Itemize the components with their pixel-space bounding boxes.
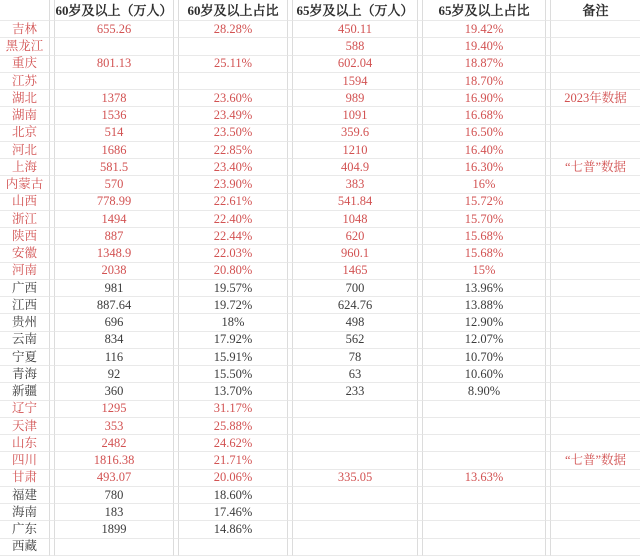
cell-note bbox=[551, 38, 640, 55]
cell-province: 江西 bbox=[0, 297, 50, 314]
cell-65plus-count: 624.76 bbox=[293, 297, 418, 314]
cell-province: 江苏 bbox=[0, 73, 50, 90]
cell-60plus-count: 1348.9 bbox=[55, 245, 174, 262]
cell-65plus-count: 620 bbox=[293, 228, 418, 245]
cell-province: 天津 bbox=[0, 418, 50, 435]
table-row bbox=[0, 245, 640, 262]
table-row bbox=[0, 56, 640, 73]
table-row bbox=[0, 297, 640, 314]
cell-65plus-share: 15% bbox=[423, 263, 546, 280]
cell-note bbox=[551, 176, 640, 193]
cell-60plus-share: 25.11% bbox=[179, 56, 288, 73]
cell-65plus-count: 498 bbox=[293, 314, 418, 331]
table-row bbox=[0, 194, 640, 211]
cell-note bbox=[551, 401, 640, 418]
cell-65plus-count: 541.84 bbox=[293, 194, 418, 211]
cell-65plus-count: 1048 bbox=[293, 211, 418, 228]
cell-60plus-count: 360 bbox=[55, 383, 174, 400]
cell-60plus-count: 1378 bbox=[55, 90, 174, 107]
table-row bbox=[0, 263, 640, 280]
cell-60plus-share: 17.46% bbox=[179, 504, 288, 521]
header-65plus-share: 65岁及以上占比 bbox=[423, 0, 546, 21]
cell-60plus-count: 116 bbox=[55, 349, 174, 366]
cell-note bbox=[551, 366, 640, 383]
cell-60plus-share: 28.28% bbox=[179, 21, 288, 38]
cell-province: 云南 bbox=[0, 332, 50, 349]
cell-note bbox=[551, 211, 640, 228]
cell-60plus-share bbox=[179, 73, 288, 90]
table-row bbox=[0, 366, 640, 383]
cell-65plus-count: 63 bbox=[293, 366, 418, 383]
table-row bbox=[0, 521, 640, 538]
cell-65plus-count: 450.11 bbox=[293, 21, 418, 38]
cell-65plus-count bbox=[293, 452, 418, 469]
cell-65plus-share: 16.90% bbox=[423, 90, 546, 107]
cell-65plus-share: 12.07% bbox=[423, 332, 546, 349]
cell-65plus-share bbox=[423, 539, 546, 556]
cell-65plus-share: 16.40% bbox=[423, 142, 546, 159]
cell-65plus-share: 15.72% bbox=[423, 194, 546, 211]
table-row bbox=[0, 142, 640, 159]
cell-60plus-count: 493.07 bbox=[55, 470, 174, 487]
cell-65plus-count: 335.05 bbox=[293, 470, 418, 487]
header-row bbox=[0, 0, 640, 21]
cell-60plus-share: 18% bbox=[179, 314, 288, 331]
cell-65plus-share: 12.90% bbox=[423, 314, 546, 331]
cell-60plus-share: 19.72% bbox=[179, 297, 288, 314]
cell-65plus-count: 1465 bbox=[293, 263, 418, 280]
cell-province: 广西 bbox=[0, 280, 50, 297]
cell-65plus-count bbox=[293, 504, 418, 521]
cell-60plus-share: 21.71% bbox=[179, 452, 288, 469]
table-row bbox=[0, 38, 640, 55]
cell-note bbox=[551, 435, 640, 452]
cell-65plus-share: 16% bbox=[423, 176, 546, 193]
cell-60plus-count: 1494 bbox=[55, 211, 174, 228]
cell-province: 陕西 bbox=[0, 228, 50, 245]
cell-province: 甘肃 bbox=[0, 470, 50, 487]
cell-65plus-count: 1210 bbox=[293, 142, 418, 159]
cell-60plus-share: 24.62% bbox=[179, 435, 288, 452]
cell-province: 新疆 bbox=[0, 383, 50, 400]
table-row bbox=[0, 435, 640, 452]
cell-65plus-share bbox=[423, 435, 546, 452]
cell-note bbox=[551, 487, 640, 504]
cell-65plus-share bbox=[423, 504, 546, 521]
cell-province: 湖北 bbox=[0, 90, 50, 107]
cell-60plus-count: 1816.38 bbox=[55, 452, 174, 469]
cell-65plus-share: 15.70% bbox=[423, 211, 546, 228]
cell-60plus-count: 655.26 bbox=[55, 21, 174, 38]
cell-note bbox=[551, 332, 640, 349]
cell-60plus-count bbox=[55, 539, 174, 556]
cell-note bbox=[551, 504, 640, 521]
cell-60plus-count: 981 bbox=[55, 280, 174, 297]
cell-province: 北京 bbox=[0, 125, 50, 142]
cell-province: 重庆 bbox=[0, 56, 50, 73]
cell-65plus-count bbox=[293, 539, 418, 556]
cell-65plus-count: 78 bbox=[293, 349, 418, 366]
cell-65plus-count bbox=[293, 435, 418, 452]
cell-65plus-share bbox=[423, 418, 546, 435]
cell-60plus-share: 23.50% bbox=[179, 125, 288, 142]
cell-province: 黑龙江 bbox=[0, 38, 50, 55]
cell-province: 福建 bbox=[0, 487, 50, 504]
cell-60plus-count: 834 bbox=[55, 332, 174, 349]
cell-65plus-count: 233 bbox=[293, 383, 418, 400]
cell-province: 青海 bbox=[0, 366, 50, 383]
cell-60plus-count: 801.13 bbox=[55, 56, 174, 73]
cell-60plus-share: 25.88% bbox=[179, 418, 288, 435]
cell-65plus-share: 19.42% bbox=[423, 21, 546, 38]
cell-65plus-share: 13.88% bbox=[423, 297, 546, 314]
cell-province: 海南 bbox=[0, 504, 50, 521]
cell-65plus-count: 359.6 bbox=[293, 125, 418, 142]
cell-note bbox=[551, 470, 640, 487]
table-row bbox=[0, 470, 640, 487]
cell-province: 吉林 bbox=[0, 21, 50, 38]
cell-60plus-share: 15.91% bbox=[179, 349, 288, 366]
cell-province: 安徽 bbox=[0, 245, 50, 262]
cell-60plus-share: 17.92% bbox=[179, 332, 288, 349]
cell-60plus-count: 2482 bbox=[55, 435, 174, 452]
cell-65plus-count bbox=[293, 401, 418, 418]
table-row bbox=[0, 452, 640, 469]
cell-65plus-share bbox=[423, 521, 546, 538]
cell-60plus-count bbox=[55, 73, 174, 90]
cell-province: 四川 bbox=[0, 452, 50, 469]
cell-province: 广东 bbox=[0, 521, 50, 538]
cell-note bbox=[551, 21, 640, 38]
table-row bbox=[0, 383, 640, 400]
table-row bbox=[0, 159, 640, 176]
cell-65plus-share: 19.40% bbox=[423, 38, 546, 55]
cell-note bbox=[551, 418, 640, 435]
cell-province: 贵州 bbox=[0, 314, 50, 331]
cell-60plus-count: 570 bbox=[55, 176, 174, 193]
table-row bbox=[0, 228, 640, 245]
cell-60plus-count: 1899 bbox=[55, 521, 174, 538]
cell-60plus-share: 23.49% bbox=[179, 107, 288, 124]
table-row bbox=[0, 401, 640, 418]
cell-65plus-count bbox=[293, 487, 418, 504]
table-row bbox=[0, 176, 640, 193]
cell-province: 山东 bbox=[0, 435, 50, 452]
cell-60plus-count: 1686 bbox=[55, 142, 174, 159]
cell-province: 湖南 bbox=[0, 107, 50, 124]
cell-65plus-share bbox=[423, 487, 546, 504]
table-row bbox=[0, 418, 640, 435]
cell-60plus-share: 22.40% bbox=[179, 211, 288, 228]
cell-60plus-share: 31.17% bbox=[179, 401, 288, 418]
cell-province: 浙江 bbox=[0, 211, 50, 228]
cell-65plus-share: 16.30% bbox=[423, 159, 546, 176]
table-row bbox=[0, 21, 640, 38]
table-row bbox=[0, 90, 640, 107]
cell-province: 辽宁 bbox=[0, 401, 50, 418]
cell-province: 西藏 bbox=[0, 539, 50, 556]
cell-note: “七普”数据 bbox=[551, 452, 640, 469]
cell-60plus-count: 887 bbox=[55, 228, 174, 245]
cell-65plus-count: 602.04 bbox=[293, 56, 418, 73]
cell-province: 河南 bbox=[0, 263, 50, 280]
cell-60plus-count bbox=[55, 38, 174, 55]
cell-note bbox=[551, 73, 640, 90]
cell-65plus-count: 383 bbox=[293, 176, 418, 193]
cell-note bbox=[551, 142, 640, 159]
table-row bbox=[0, 332, 640, 349]
header-60plus-count: 60岁及以上（万人） bbox=[55, 0, 174, 21]
cell-note bbox=[551, 194, 640, 211]
cell-note bbox=[551, 521, 640, 538]
cell-province: 内蒙古 bbox=[0, 176, 50, 193]
cell-60plus-count: 887.64 bbox=[55, 297, 174, 314]
cell-60plus-share: 23.90% bbox=[179, 176, 288, 193]
cell-65plus-share: 18.87% bbox=[423, 56, 546, 73]
cell-65plus-count: 960.1 bbox=[293, 245, 418, 262]
cell-60plus-share: 13.70% bbox=[179, 383, 288, 400]
cell-65plus-share: 16.68% bbox=[423, 107, 546, 124]
header-note: 备注 bbox=[551, 0, 640, 21]
cell-province: 宁夏 bbox=[0, 349, 50, 366]
cell-60plus-count: 1295 bbox=[55, 401, 174, 418]
table-row bbox=[0, 349, 640, 366]
cell-65plus-share bbox=[423, 401, 546, 418]
header-65plus-count: 65岁及以上（万人） bbox=[293, 0, 418, 21]
cell-65plus-count: 562 bbox=[293, 332, 418, 349]
table-row bbox=[0, 211, 640, 228]
cell-60plus-count: 2038 bbox=[55, 263, 174, 280]
cell-60plus-count: 183 bbox=[55, 504, 174, 521]
cell-note bbox=[551, 263, 640, 280]
cell-province: 上海 bbox=[0, 159, 50, 176]
table-row bbox=[0, 125, 640, 142]
cell-note: “七普”数据 bbox=[551, 159, 640, 176]
cell-60plus-share: 22.44% bbox=[179, 228, 288, 245]
cell-65plus-share: 10.70% bbox=[423, 349, 546, 366]
cell-60plus-share: 19.57% bbox=[179, 280, 288, 297]
cell-60plus-count: 92 bbox=[55, 366, 174, 383]
cell-note bbox=[551, 280, 640, 297]
cell-60plus-count: 780 bbox=[55, 487, 174, 504]
table-row bbox=[0, 107, 640, 124]
cell-province: 河北 bbox=[0, 142, 50, 159]
cell-65plus-share: 13.63% bbox=[423, 470, 546, 487]
cell-60plus-share: 18.60% bbox=[179, 487, 288, 504]
cell-65plus-count: 700 bbox=[293, 280, 418, 297]
cell-65plus-count bbox=[293, 418, 418, 435]
cell-65plus-count: 404.9 bbox=[293, 159, 418, 176]
cell-note bbox=[551, 228, 640, 245]
table-row bbox=[0, 539, 640, 556]
cell-65plus-share: 18.70% bbox=[423, 73, 546, 90]
cell-note bbox=[551, 245, 640, 262]
cell-60plus-share: 22.85% bbox=[179, 142, 288, 159]
cell-note bbox=[551, 539, 640, 556]
cell-60plus-share: 22.61% bbox=[179, 194, 288, 211]
cell-60plus-share: 14.86% bbox=[179, 521, 288, 538]
table-row bbox=[0, 487, 640, 504]
cell-65plus-share: 10.60% bbox=[423, 366, 546, 383]
header-60plus-share: 60岁及以上占比 bbox=[179, 0, 288, 21]
table-row bbox=[0, 504, 640, 521]
cell-60plus-share: 23.40% bbox=[179, 159, 288, 176]
cell-note bbox=[551, 107, 640, 124]
cell-60plus-share: 20.06% bbox=[179, 470, 288, 487]
cell-60plus-count: 514 bbox=[55, 125, 174, 142]
cell-60plus-count: 1536 bbox=[55, 107, 174, 124]
header-corner-cell bbox=[0, 0, 50, 21]
cell-note bbox=[551, 314, 640, 331]
cell-60plus-count: 696 bbox=[55, 314, 174, 331]
cell-65plus-share: 15.68% bbox=[423, 228, 546, 245]
cell-60plus-share: 15.50% bbox=[179, 366, 288, 383]
cell-60plus-share bbox=[179, 539, 288, 556]
cell-60plus-share: 22.03% bbox=[179, 245, 288, 262]
cell-60plus-share: 23.60% bbox=[179, 90, 288, 107]
table-row bbox=[0, 73, 640, 90]
cell-65plus-count bbox=[293, 521, 418, 538]
cell-60plus-count: 353 bbox=[55, 418, 174, 435]
cell-65plus-count: 588 bbox=[293, 38, 418, 55]
table-body bbox=[0, 21, 640, 556]
cell-60plus-count: 778.99 bbox=[55, 194, 174, 211]
cell-65plus-count: 1091 bbox=[293, 107, 418, 124]
cell-note bbox=[551, 383, 640, 400]
cell-60plus-share bbox=[179, 38, 288, 55]
cell-province: 山西 bbox=[0, 194, 50, 211]
cell-65plus-share: 8.90% bbox=[423, 383, 546, 400]
cell-note bbox=[551, 125, 640, 142]
table-row bbox=[0, 314, 640, 331]
cell-note bbox=[551, 349, 640, 366]
cell-note bbox=[551, 56, 640, 73]
table-row bbox=[0, 280, 640, 297]
cell-60plus-count: 581.5 bbox=[55, 159, 174, 176]
cell-note: 2023年数据 bbox=[551, 90, 640, 107]
cell-65plus-share bbox=[423, 452, 546, 469]
cell-65plus-count: 1594 bbox=[293, 73, 418, 90]
cell-note bbox=[551, 297, 640, 314]
cell-60plus-share: 20.80% bbox=[179, 263, 288, 280]
cell-65plus-share: 13.96% bbox=[423, 280, 546, 297]
cell-65plus-count: 989 bbox=[293, 90, 418, 107]
cell-65plus-share: 15.68% bbox=[423, 245, 546, 262]
cell-65plus-share: 16.50% bbox=[423, 125, 546, 142]
